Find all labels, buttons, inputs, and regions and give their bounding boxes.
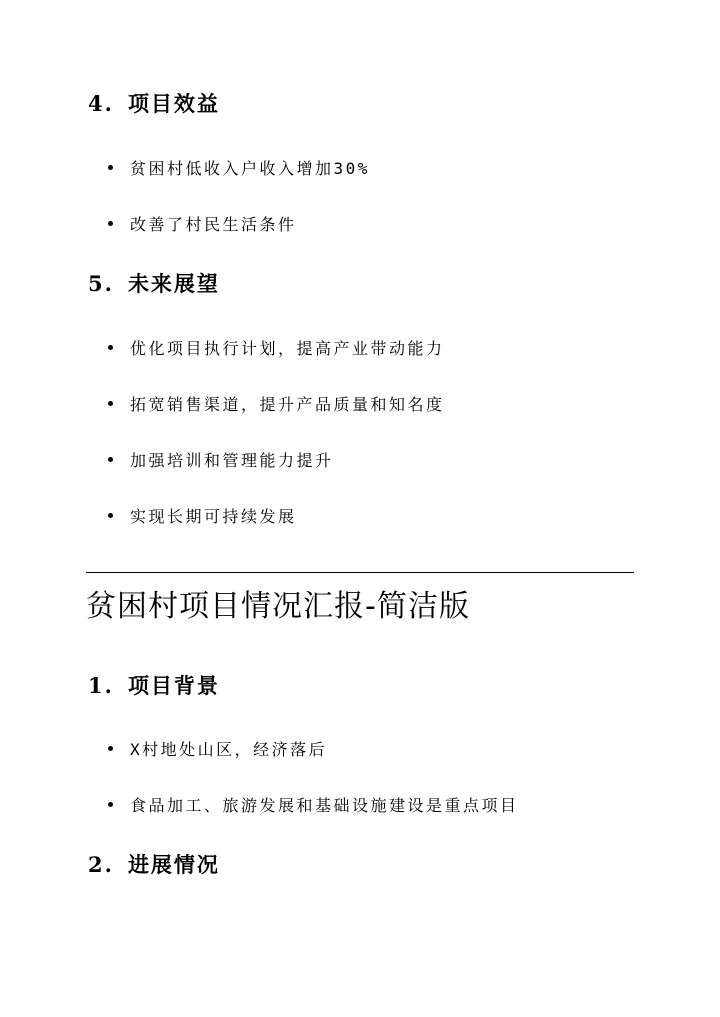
list-item-text: 加强培训和管理能力提升 — [130, 451, 334, 470]
list-item-text: X村地处山区，经济落后 — [130, 740, 328, 759]
list-item — [108, 156, 370, 179]
section-title: 项目背景 — [127, 673, 220, 698]
bullet-icon — [108, 746, 113, 751]
list-item-text: 贫困村低收入户收入增加30% — [130, 159, 370, 178]
section-heading — [88, 88, 220, 118]
list-item — [108, 336, 445, 359]
section-number: 5. — [88, 271, 114, 296]
bullet-icon — [108, 401, 113, 406]
list-item-text: 食品加工、旅游发展和基础设施建设是重点项目 — [130, 796, 519, 815]
list-item — [108, 793, 519, 816]
list-item-text: 拓宽销售渠道，提升产品质量和知名度 — [130, 395, 445, 414]
section-heading — [88, 670, 220, 700]
section-number: 2. — [88, 852, 114, 877]
section-heading — [88, 849, 220, 879]
bullet-icon — [108, 802, 113, 807]
bullet-icon — [108, 345, 113, 350]
list-item — [108, 212, 297, 235]
horizontal-divider — [86, 572, 634, 573]
list-item-text: 优化项目执行计划，提高产业带动能力 — [130, 339, 445, 358]
list-item — [108, 504, 297, 527]
section-title: 未来展望 — [127, 271, 220, 296]
section-number: 1. — [88, 673, 114, 698]
bullet-icon — [108, 221, 113, 226]
section-heading — [88, 268, 220, 298]
section-number: 4. — [88, 91, 114, 116]
section-title: 项目效益 — [127, 91, 220, 116]
section-title: 进展情况 — [127, 852, 220, 877]
bullet-icon — [108, 457, 113, 462]
document-title: 贫困村项目情况汇报-简洁版 — [86, 589, 470, 624]
bullet-icon — [108, 513, 113, 518]
list-item — [108, 737, 327, 760]
list-item-text: 实现长期可持续发展 — [130, 507, 297, 526]
list-item — [108, 392, 445, 415]
bullet-icon — [108, 165, 113, 170]
list-item-text: 改善了村民生活条件 — [130, 215, 297, 234]
list-item — [108, 448, 334, 471]
